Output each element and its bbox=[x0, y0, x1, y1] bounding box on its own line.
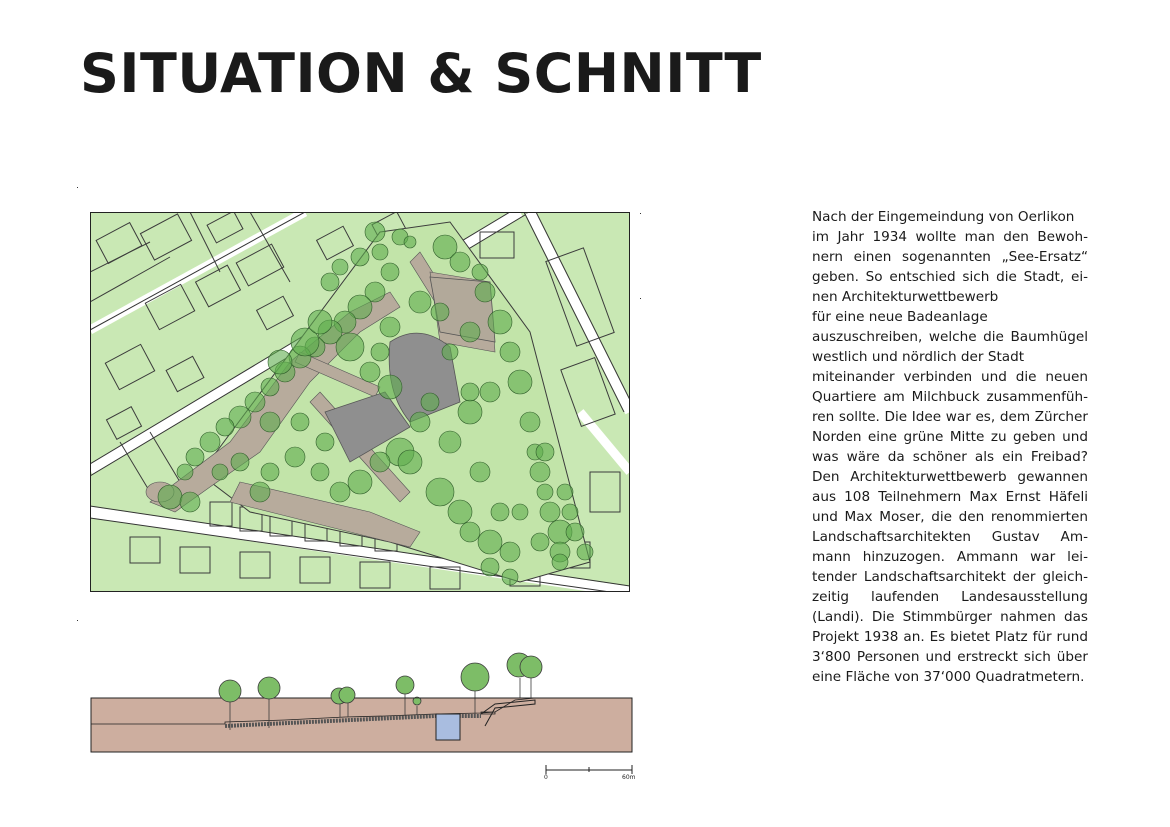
tree-canopy bbox=[177, 464, 193, 480]
marker-dot bbox=[77, 620, 78, 621]
tree-canopy bbox=[460, 522, 480, 542]
tree-canopy bbox=[409, 291, 431, 313]
body-text-line: und Max Moser, die den renommierten bbox=[812, 509, 1088, 525]
terrain-section bbox=[85, 650, 645, 785]
tree-canopy bbox=[360, 362, 380, 382]
tree-canopy bbox=[508, 370, 532, 394]
tree-canopy bbox=[311, 463, 329, 481]
body-text-line: Projekt 1938 an. Es bietet Platz für rund bbox=[812, 629, 1088, 645]
tree-canopy bbox=[381, 263, 399, 281]
body-text-line: miteinander verbinden und die neuen bbox=[812, 369, 1088, 385]
tree-canopy bbox=[488, 310, 512, 334]
tree-canopy bbox=[448, 500, 472, 524]
tree-canopy bbox=[491, 503, 509, 521]
tree-canopy bbox=[245, 392, 265, 412]
tree-canopy bbox=[410, 412, 430, 432]
marker-dot bbox=[77, 187, 78, 188]
tree-canopy bbox=[186, 448, 204, 466]
tree-canopy bbox=[540, 502, 560, 522]
tree-canopy bbox=[365, 222, 385, 242]
marker-dot bbox=[640, 213, 641, 214]
tree-canopy bbox=[537, 484, 553, 500]
tree-canopy bbox=[450, 252, 470, 272]
body-text-line: westlich und nördlich der Stadt bbox=[812, 349, 1025, 365]
body-text-line: für eine neue Badeanlage bbox=[812, 309, 988, 325]
body-text-line: eine Fläche von 37‘000 Quadratmetern. bbox=[812, 669, 1085, 685]
body-text-line: 3‘800 Personen und erstreckt sich über bbox=[812, 649, 1088, 665]
tree-canopy bbox=[291, 413, 309, 431]
tree-canopy bbox=[261, 378, 279, 396]
body-text-line: was wäre da schöner als ein Freibad? bbox=[812, 449, 1088, 465]
body-text-line: zeitig laufenden Landesausstellung bbox=[812, 589, 1088, 605]
body-text-line: nen Architekturwettbewerb bbox=[812, 289, 999, 305]
tree-canopy bbox=[536, 443, 554, 461]
tree-canopy bbox=[431, 303, 449, 321]
tree-canopy bbox=[475, 282, 495, 302]
tree-canopy bbox=[268, 350, 292, 374]
tree-canopy bbox=[404, 236, 416, 248]
tree-canopy bbox=[332, 259, 348, 275]
tree-canopy bbox=[439, 431, 461, 453]
body-text-line: aus 108 Teilnehmern Max Ernst Häfeli bbox=[812, 489, 1088, 505]
body-text-line: Nach der Eingemeindung von Oerlikon bbox=[812, 209, 1075, 225]
tree-canopy bbox=[426, 478, 454, 506]
tree-canopy bbox=[557, 484, 573, 500]
tree-canopy bbox=[478, 530, 502, 554]
tree-canopy bbox=[502, 569, 518, 585]
tree-canopy bbox=[336, 333, 364, 361]
site-plan-map bbox=[90, 212, 630, 592]
tree-canopy bbox=[512, 504, 528, 520]
tree-canopy bbox=[520, 412, 540, 432]
tree-canopy bbox=[562, 504, 578, 520]
tree-canopy bbox=[530, 462, 550, 482]
body-text-line: ren sollte. Die Idee war es, dem Zürcher bbox=[812, 409, 1088, 425]
tree-canopy bbox=[212, 464, 228, 480]
tree-canopy bbox=[370, 452, 390, 472]
tree-canopy bbox=[472, 264, 488, 280]
scale-start-label: 0 bbox=[544, 774, 548, 781]
body-text-line: tender Landschaftsarchitekt der gleich- bbox=[812, 569, 1088, 585]
tree-canopy bbox=[216, 418, 234, 436]
tree-canopy bbox=[531, 533, 549, 551]
tree-canopy bbox=[371, 343, 389, 361]
tree-canopy bbox=[250, 482, 270, 502]
tree-canopy bbox=[285, 447, 305, 467]
tree-canopy bbox=[261, 463, 279, 481]
tree-canopy bbox=[481, 558, 499, 576]
tree-canopy bbox=[458, 400, 482, 424]
tree-canopy bbox=[316, 433, 334, 451]
tree-canopy bbox=[260, 412, 280, 432]
tree-canopy bbox=[500, 542, 520, 562]
body-text-line: geben. So entschied sich die Stadt, ei- bbox=[812, 269, 1088, 285]
body-text-line: Landschaftsarchitekten Gustav Am- bbox=[812, 529, 1088, 545]
tree-canopy bbox=[421, 393, 439, 411]
tree-canopy bbox=[398, 450, 422, 474]
tree-canopy bbox=[461, 383, 479, 401]
tree-canopy bbox=[372, 244, 388, 260]
body-text-line: Den Architekturwettbewerb gewannen bbox=[812, 469, 1088, 485]
scale-bar bbox=[544, 765, 636, 781]
tree-canopy bbox=[348, 470, 372, 494]
tree-canopy bbox=[577, 544, 593, 560]
section-ground bbox=[91, 698, 632, 752]
body-text-line: mann hinzuzogen. Ammann war lei- bbox=[812, 549, 1088, 565]
tree-canopy bbox=[200, 432, 220, 452]
tree-canopy bbox=[330, 482, 350, 502]
tree-canopy bbox=[231, 453, 249, 471]
tree-canopy bbox=[158, 485, 182, 509]
tree-canopy bbox=[552, 554, 568, 570]
body-text-line: nern einen sogenannten „See-Ersatz“ bbox=[812, 249, 1088, 265]
tree-canopy bbox=[460, 322, 480, 342]
scale-end-label: 60m bbox=[622, 774, 636, 781]
tree-canopy bbox=[351, 248, 369, 266]
marker-dot bbox=[640, 298, 641, 299]
tree-canopy bbox=[566, 523, 584, 541]
body-text-line: auszuschreiben, welche die Baumhügel bbox=[812, 329, 1088, 345]
body-text-line: im Jahr 1934 wollte man den Bewoh- bbox=[812, 229, 1088, 245]
tree-canopy bbox=[500, 342, 520, 362]
tree-canopy bbox=[321, 273, 339, 291]
tree-canopy bbox=[378, 375, 402, 399]
tree-canopy bbox=[470, 462, 490, 482]
tree-canopy bbox=[480, 382, 500, 402]
tree-canopy bbox=[308, 310, 332, 334]
body-text bbox=[812, 207, 1088, 687]
body-text-line: Norden eine grüne Mitte zu geben und bbox=[812, 429, 1088, 445]
page-title: SITUATION & SCHNITT bbox=[80, 42, 762, 105]
tree-canopy bbox=[180, 492, 200, 512]
tree-canopy bbox=[442, 344, 458, 360]
section-pool bbox=[436, 714, 460, 740]
body-text-line: (Landi). Die Stimmbürger nahmen das bbox=[812, 609, 1088, 625]
body-text-line: Quartiere am Milchbuck zusammenfüh- bbox=[812, 389, 1088, 405]
tree-canopy bbox=[380, 317, 400, 337]
